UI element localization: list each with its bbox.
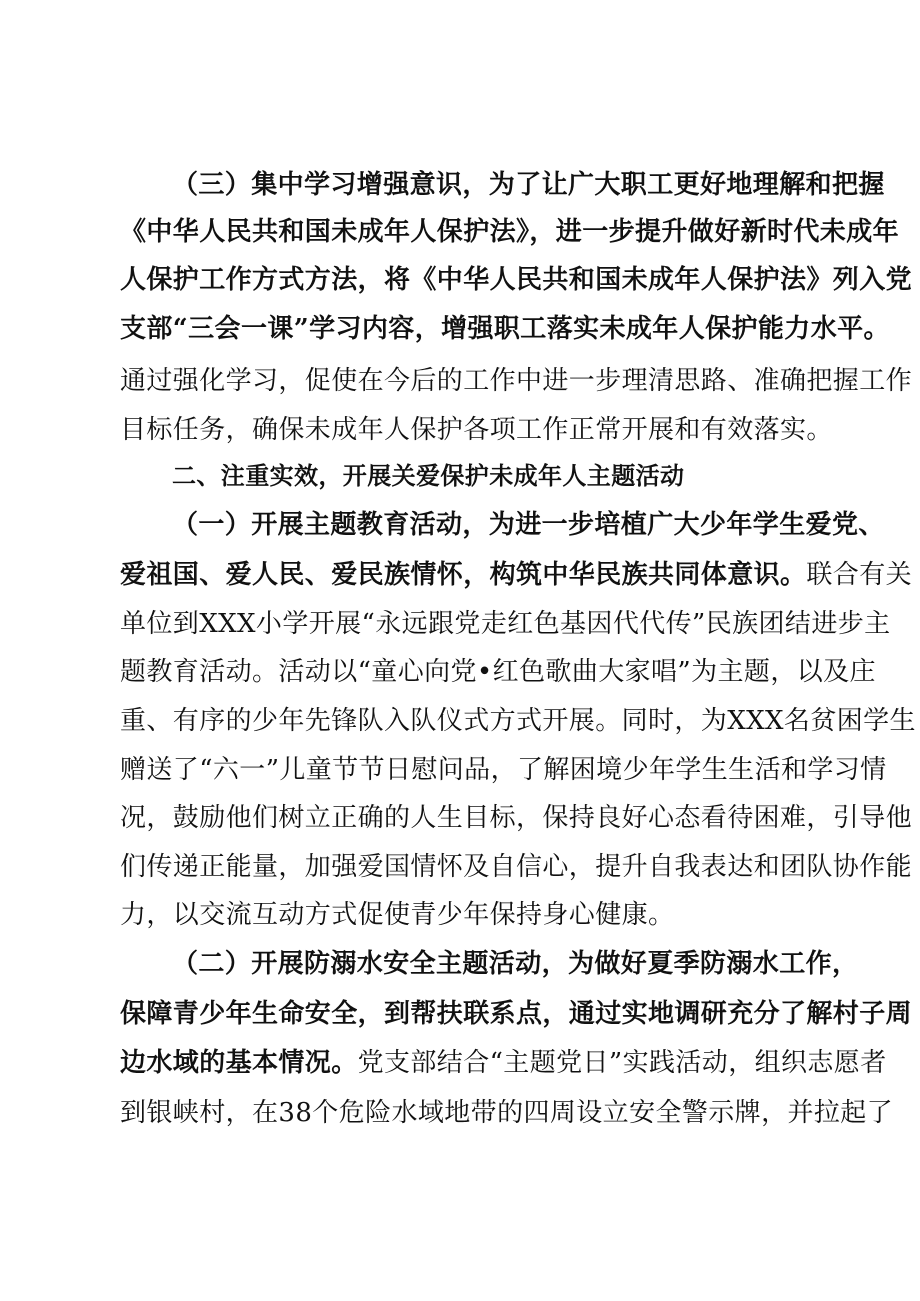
paragraph-2-line-4: 到银峡村，在38个危险水域地带的四周设立安全警示牌，并拉起了 (120, 1098, 894, 1128)
paragraph-2-line-1: （二）开展防溺水安全主题活动，为做好夏季防溺水工作， (172, 949, 859, 979)
paragraph-3-line-4: 支部“三会一课”学习内容，增强职工落实未成年人保护能力水平。 (120, 314, 890, 344)
paragraph-3-line-1: （三）集中学习增强意识，为了让广大职工更好地理解和把握 (172, 170, 885, 200)
section-heading-2: 二、注重实效，开展关爱保护未成年人主题活动 (172, 462, 685, 490)
paragraph-1-line-2 (120, 555, 912, 595)
paragraph-2-line-3 (120, 1043, 887, 1083)
paragraph-1-line-2-regular: 联合有关 (806, 560, 913, 590)
paragraph-3-line-5: 通过强化学习，促使在今后的工作中进一步理清思路、准确把握工作 (120, 366, 913, 396)
paragraph-1-line-5: 重、有序的少年先锋队入队仪式方式开展。同时，为XXX名贫困学生 (120, 706, 916, 736)
paragraph-1-line-4: 题教育活动。活动以“童心向党•红色歌曲大家唱”为主题，以及庄 (120, 657, 876, 687)
paragraph-1-line-3: 单位到XXX小学开展“永远跟党走红色基因代代传”民族团结进步主 (120, 609, 891, 639)
paragraph-2-line-2: 保障青少年生命安全，到帮扶联系点，通过实地调研充分了解村子周 (120, 999, 913, 1029)
paragraph-3-line-2: 《中华人民共和国未成年人保护法》，进一步提升做好新时代未成年 (120, 217, 900, 247)
paragraph-1-line-8: 们传递正能量，加强爱国情怀及自信心，提升自我表达和团队协作能 (120, 852, 913, 882)
paragraph-3-line-6: 目标任务，确保未成年人保护各项工作正常开展和有效落实。 (120, 415, 833, 445)
paragraph-1-line-6: 赠送了“六一”儿童节节日慰问品，了解困境少年学生生活和学习情 (120, 755, 887, 785)
paragraph-2-line-3-regular: 党支部结合“主题党日”实践活动，组织志愿者 (357, 1048, 887, 1078)
paragraph-1-line-1: （一）开展主题教育活动，为进一步培植广大少年学生爱党、 (172, 510, 885, 540)
paragraph-2-line-3-bold: 边水域的基本情况。 (120, 1048, 358, 1078)
paragraph-1-line-7: 况，鼓励他们树立正确的人生目标，保持良好心态看待困难，引导他 (120, 803, 913, 833)
paragraph-3-line-3: 人保护工作方式方法，将《中华人民共和国未成年人保护法》列入党 (120, 265, 913, 295)
paragraph-1-line-9: 力，以交流互动方式促使青少年保持身心健康。 (120, 900, 675, 930)
paragraph-1-line-2-bold: 爱祖国、爱人民、爱民族情怀，构筑中华民族共同体意识。 (120, 560, 807, 590)
